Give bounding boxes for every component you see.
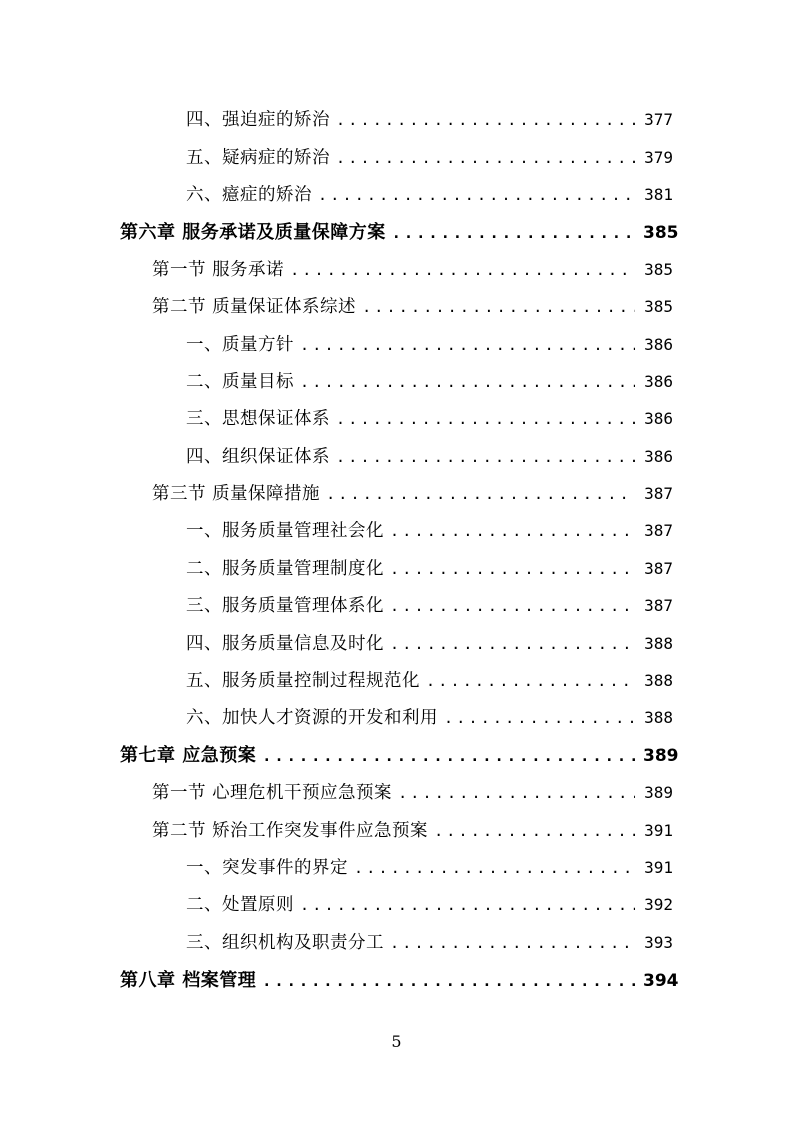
- toc-entry[interactable]: [0, 549, 793, 586]
- toc-entry-page: 394: [643, 970, 679, 991]
- dot-leader: [444, 709, 635, 727]
- dot-leader: [262, 972, 635, 990]
- dot-leader: [336, 111, 635, 129]
- toc-entry[interactable]: [0, 100, 793, 137]
- dot-leader: [390, 560, 635, 578]
- toc-entry-page: 392: [644, 895, 673, 915]
- table-of-contents: [0, 100, 793, 997]
- toc-entry-page: 379: [644, 147, 673, 167]
- toc-entry[interactable]: [0, 175, 793, 212]
- dot-leader: [390, 597, 635, 615]
- toc-entry-page: 385: [644, 259, 673, 279]
- dot-leader: [390, 635, 635, 653]
- toc-entry-label: 六、癔症的矫治: [186, 184, 312, 205]
- toc-entry-page: 386: [644, 409, 673, 429]
- toc-entry[interactable]: [0, 137, 793, 174]
- dot-leader: [326, 485, 635, 503]
- dot-leader: [300, 336, 635, 354]
- toc-entry-label: 三、服务质量管理体系化: [186, 596, 384, 617]
- page-number: 5: [391, 1032, 402, 1051]
- toc-entry-label: 五、服务质量控制过程规范化: [186, 671, 420, 692]
- toc-entry-label: 四、服务质量信息及时化: [186, 633, 384, 654]
- toc-entry-page: 387: [644, 596, 673, 616]
- toc-entry[interactable]: [0, 848, 793, 885]
- toc-entry-label: 五、疑病症的矫治: [186, 147, 330, 168]
- toc-entry-label: 一、质量方针: [186, 334, 294, 355]
- toc-entry-label: 第一节 服务承诺: [152, 259, 285, 280]
- toc-entry-page: 391: [644, 820, 673, 840]
- toc-entry[interactable]: [0, 885, 793, 922]
- toc-entry-label: 三、思想保证体系: [186, 409, 330, 430]
- toc-entry-page: 381: [644, 184, 673, 204]
- dot-leader: [362, 298, 635, 316]
- toc-entry-page: 387: [644, 521, 673, 541]
- toc-entry-label: 一、服务质量管理社会化: [186, 521, 384, 542]
- toc-chapter-entry[interactable]: [0, 736, 793, 773]
- toc-entry-label: 第二节 矫治工作突发事件应急预案: [152, 820, 429, 841]
- toc-section-entry[interactable]: [0, 250, 793, 287]
- toc-section-entry[interactable]: [0, 773, 793, 810]
- toc-entry-label: 二、服务质量管理制度化: [186, 558, 384, 579]
- toc-entry-page: 385: [644, 297, 673, 317]
- dot-leader: [336, 448, 635, 466]
- toc-entry-label: 二、质量目标: [186, 371, 294, 392]
- toc-entry-label: 第三节 质量保障措施: [152, 484, 321, 505]
- toc-entry-label: 第二节 质量保证体系综述: [152, 297, 357, 318]
- toc-entry[interactable]: [0, 623, 793, 660]
- toc-entry-label: 二、处置原则: [186, 895, 294, 916]
- toc-entry[interactable]: [0, 661, 793, 698]
- toc-entry-page: 389: [643, 746, 679, 767]
- dot-leader: [300, 373, 635, 391]
- toc-entry-page: 386: [644, 446, 673, 466]
- toc-entry-page: 377: [644, 110, 673, 130]
- dot-leader: [336, 410, 635, 428]
- toc-entry[interactable]: [0, 324, 793, 361]
- toc-entry-page: 388: [644, 708, 673, 728]
- toc-entry[interactable]: [0, 511, 793, 548]
- toc-entry[interactable]: [0, 698, 793, 735]
- toc-section-entry[interactable]: [0, 287, 793, 324]
- toc-entry[interactable]: [0, 923, 793, 960]
- toc-entry-page: 389: [644, 783, 673, 803]
- toc-entry-label: 第八章 档案管理: [120, 969, 257, 991]
- dot-leader: [318, 186, 635, 204]
- toc-entry[interactable]: [0, 362, 793, 399]
- toc-entry-page: 391: [644, 858, 673, 877]
- dot-leader: [398, 784, 635, 802]
- dot-leader: [434, 822, 635, 840]
- toc-chapter-entry[interactable]: [0, 212, 793, 249]
- dot-leader: [300, 896, 635, 914]
- toc-entry-page: 387: [644, 558, 673, 578]
- toc-entry[interactable]: [0, 586, 793, 623]
- dot-leader: [290, 261, 635, 279]
- toc-entry-page: 387: [644, 484, 673, 504]
- toc-section-entry[interactable]: [0, 810, 793, 847]
- dot-leader: [390, 934, 635, 952]
- toc-entry-label: 四、强迫症的矫治: [186, 110, 330, 131]
- toc-entry-page: 386: [644, 334, 673, 354]
- toc-chapter-entry[interactable]: [0, 960, 793, 997]
- toc-entry-page: 393: [644, 932, 673, 952]
- toc-entry[interactable]: [0, 399, 793, 436]
- dot-leader: [426, 672, 635, 690]
- dot-leader: [336, 149, 635, 167]
- toc-entry-label: 第七章 应急预案: [120, 745, 257, 767]
- toc-entry-page: 386: [644, 371, 673, 391]
- toc-entry[interactable]: [0, 437, 793, 474]
- toc-entry-label: 六、加快人才资源的开发和利用: [186, 708, 438, 729]
- toc-entry-label: 第六章 服务承诺及质量保障方案: [120, 221, 386, 243]
- toc-entry-label: 三、组织机构及职责分工: [186, 932, 384, 953]
- toc-entry-label: 四、组织保证体系: [186, 446, 330, 467]
- toc-entry-page: 388: [644, 671, 673, 691]
- dot-leader: [390, 522, 635, 540]
- dot-leader: [354, 859, 635, 877]
- dot-leader: [262, 747, 635, 765]
- toc-entry-label: 一、突发事件的界定: [186, 858, 348, 878]
- toc-section-entry[interactable]: [0, 474, 793, 511]
- toc-entry-label: 第一节 心理危机干预应急预案: [152, 783, 393, 804]
- toc-entry-page: 385: [643, 222, 679, 243]
- dot-leader: [392, 224, 635, 242]
- toc-entry-page: 388: [644, 633, 673, 653]
